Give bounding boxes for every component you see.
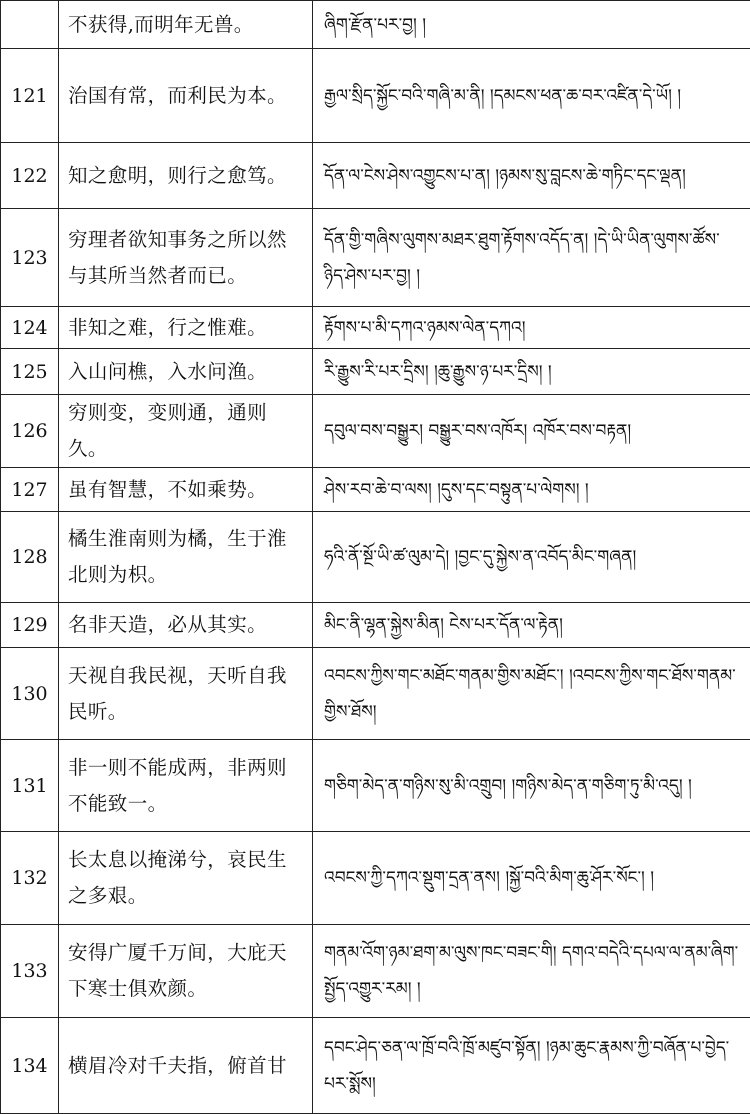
chinese-text: 治国有常，而利民为本。 [59,49,313,143]
chinese-text: 横眉冷对千夫指，俯首甘 [59,1018,313,1114]
table-row [1,832,750,925]
row-number: 129 [1,603,59,648]
tibetan-text: དོན་ལ་ངེས་ཤེས་འགྱུངས་པ་ན། །ཉམས་སུ་བླངས་ཆེ་གཏིང་དང་ལྡན། [313,143,750,209]
chinese-text: 非知之难，行之惟难。 [59,307,313,349]
row-number: 127 [1,468,59,512]
tibetan-text: རྒྱལ་སྲིད་སྐྱོང་བའི་གཞི་མ་ནི། །དམངས་ཕན་ཆ་བར་འཛིན་དེ་ཡོ། ། [313,49,750,143]
tibetan-text: དབང་ཤེད་ཅན་ལ་ཁྲོ་བའི་ཁྲོ་མཛུབ་སྟོན། །ཉམ་ཆུང་རྣམས་ཀྱི་བཞོན་པ་བྱེད་པར་སྨོས། [313,1018,750,1114]
chinese-text: 非一则不能成两，非两则不能致一。 [59,740,313,832]
chinese-text: 天视自我民视，天听自我民听。 [59,648,313,740]
chinese-text: 知之愈明，则行之愈笃。 [59,143,313,209]
tibetan-text: རི་རྒྱུས་རི་པར་དྲིས། །ཆུ་རྒྱུས་ཉ་པར་དྲིས། ། [313,349,750,395]
row-number: 134 [1,1018,59,1114]
row-number: 123 [1,209,59,307]
table-row [1,512,750,603]
chinese-text: 不获得,而明年无兽。 [59,1,313,49]
table-row [1,49,750,143]
tibetan-text: ཞིག་རྫོན་པར་བྱ། ། [313,1,750,49]
chinese-text: 名非天造，必从其实。 [59,603,313,648]
row-number: 124 [1,307,59,349]
table-row [1,143,750,209]
chinese-text: 安得广厦千万间，大庇天下寒士俱欢颜。 [59,925,313,1018]
row-number: 130 [1,648,59,740]
row-number: 128 [1,512,59,603]
chinese-text: 长太息以掩涕兮，哀民生之多艰。 [59,832,313,925]
row-number: 121 [1,49,59,143]
table-row [1,209,750,307]
row-number: 133 [1,925,59,1018]
row-number: 125 [1,349,59,395]
table-row [1,468,750,512]
table-row [1,925,750,1018]
table-row [1,307,750,349]
table-row [1,740,750,832]
table-row [1,648,750,740]
tibetan-text: ཤེས་རབ་ཆེ་བ་ལས། །དུས་དང་བསྟུན་པ་ལེགས། ། [313,468,750,512]
chinese-text: 入山问樵，入水问渔。 [59,349,313,395]
table-row [1,1018,750,1114]
tibetan-text: རྟོགས་པ་མི་དཀའ་ཉམས་ལེན་དཀའ། [313,307,750,349]
tibetan-text: གཅིག་མེད་ན་གཉིས་སུ་མི་འགྲུབ། །གཉིས་མེད་ན་གཅིག་ཏུ་མི་འདུ། ། [313,740,750,832]
row-number: 122 [1,143,59,209]
chinese-text: 橘生淮南则为橘，生于淮北则为枳。 [59,512,313,603]
chinese-text: 穷则变，变则通，通则久。 [59,395,313,468]
row-number: 132 [1,832,59,925]
row-number: 131 [1,740,59,832]
row-number [1,1,59,49]
tibetan-text: ཧའི་ནོ་སྔོ་ཡི་ཚ་ལུམ་དེ། །བྱང་དུ་སྐྱེས་ན་འབོད་མིང་གཞན། [313,512,750,603]
chinese-text: 虽有智慧，不如乘势。 [59,468,313,512]
tibetan-text: གནམ་འོག་ཉམ་ཐག་མ་ལུས་ཁང་བཟང་གི། དགའ་བདེའི་དཔལ་ལ་ནམ་ཞིག་སྤྱོད་འགྱུར་རམ། ། [313,925,750,1018]
tibetan-text: མིང་ནི་ལྷན་སྐྱེས་མིན། ངེས་པར་དོན་ལ་རྟེན། [313,603,750,648]
tibetan-text: འབངས་ཀྱིས་གང་མཐོང་གནམ་གྱིས་མཐོང་། །འབངས་ཀྱིས་གང་ཐོས་གནམ་གྱིས་ཐོས། [313,648,750,740]
tibetan-text: དོན་གྱི་གཞིས་ལུགས་མཐར་ཐུག་རྟོགས་འདོད་ན། །དེ་ཡི་ཡིན་ལུགས་ཚོས་ཉིད་ཤེས་པར་བྱ། ། [313,209,750,307]
table-row [1,603,750,648]
tibetan-text: དབུལ་བས་བསྒྱུར། བསྒྱུར་བས་འཁོར། འཁོར་བས་བརྟན། [313,395,750,468]
row-number: 126 [1,395,59,468]
table-row [1,349,750,395]
table-row [1,1,750,49]
table-row [1,395,750,468]
chinese-text: 穷理者欲知事务之所以然与其所当然者而已。 [59,209,313,307]
tibetan-text: འབངས་ཀྱི་དཀའ་སྡུག་དྲན་ནས། །སྐྱོ་བའི་མིག་ཆུ་ཤོར་སོང་། ། [313,832,750,925]
